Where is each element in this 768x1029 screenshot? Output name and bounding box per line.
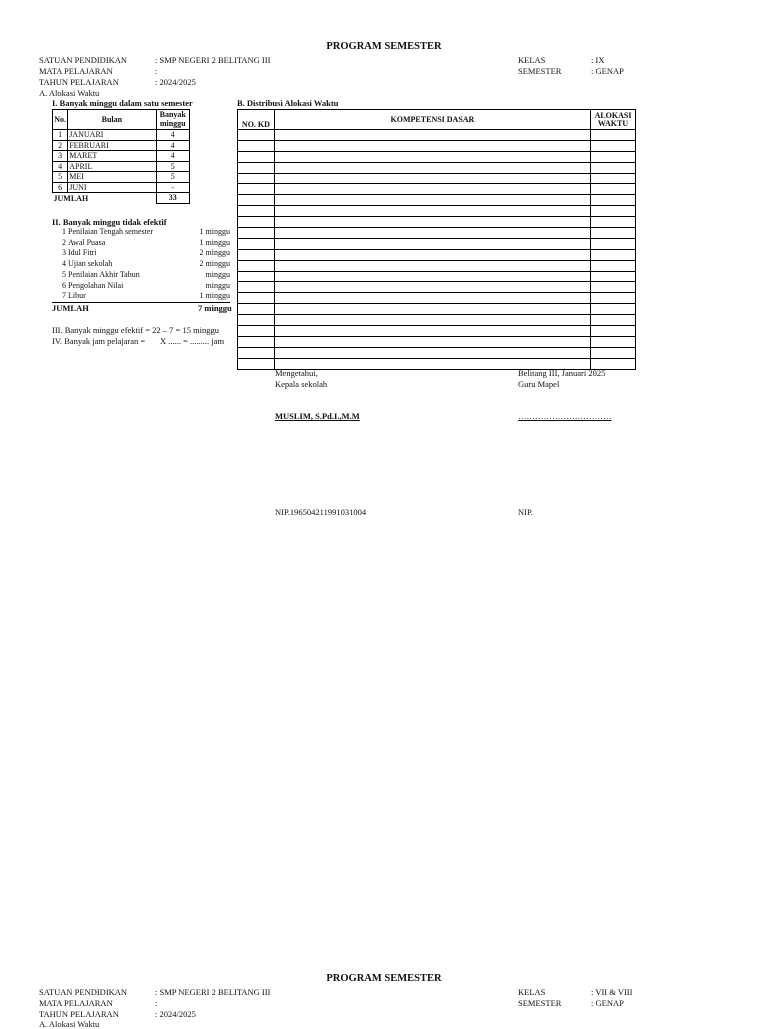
kd-allocation-cell bbox=[591, 151, 636, 162]
month-total-row bbox=[53, 193, 190, 204]
month-name: JANUARI bbox=[68, 130, 156, 141]
page2-label-satuan: SATUAN PENDIDIKAN bbox=[39, 987, 128, 997]
kd-row bbox=[238, 249, 636, 260]
kd-allocation-cell bbox=[591, 315, 636, 326]
page2-value-kelas: : VII & VIII bbox=[591, 987, 633, 997]
kd-competency-cell bbox=[274, 326, 590, 337]
month-name: MEI bbox=[68, 172, 156, 183]
page2-value-satuan: : SMP NEGERI 2 BELITANG III bbox=[155, 987, 271, 997]
header-value-satuan: : SMP NEGERI 2 BELITANG III bbox=[155, 55, 271, 65]
header-value-kelas: : IX bbox=[591, 55, 605, 65]
header-label-semester: SEMESTER bbox=[518, 66, 562, 76]
kd-row bbox=[238, 260, 636, 271]
kd-competency-cell bbox=[274, 315, 590, 326]
month-weeks: 5 bbox=[156, 161, 190, 172]
kd-allocation-cell bbox=[591, 282, 636, 293]
non-effective-item bbox=[62, 270, 230, 281]
kd-row bbox=[238, 293, 636, 304]
kd-row bbox=[238, 347, 636, 358]
non-effective-no: 5 bbox=[62, 269, 66, 279]
page2-label-semester: SEMESTER bbox=[518, 998, 562, 1008]
section-a-heading: A. Alokasi Waktu bbox=[39, 88, 100, 98]
month-no: 3 bbox=[53, 151, 68, 162]
kd-allocation-cell bbox=[591, 260, 636, 271]
sign-right-line2: Guru Mapel bbox=[518, 379, 560, 389]
col-header-bulan: Bulan bbox=[68, 110, 156, 130]
kd-competency-cell bbox=[274, 347, 590, 358]
kd-row bbox=[238, 336, 636, 347]
kd-no-cell bbox=[238, 217, 275, 228]
kd-no-cell bbox=[238, 151, 275, 162]
sign-left-line2: Kepala sekolah bbox=[275, 379, 328, 389]
col-header-banyak-minggu: Banyak minggu bbox=[156, 110, 190, 130]
month-no: 5 bbox=[53, 172, 68, 183]
kd-competency-cell bbox=[274, 140, 590, 151]
non-effective-value: minggu bbox=[205, 269, 230, 279]
header-label-satuan: SATUAN PENDIDIKAN bbox=[39, 55, 128, 65]
non-effective-value: 2 minggu bbox=[199, 259, 230, 269]
kd-no-cell bbox=[238, 271, 275, 282]
page2-value-tahun: : 2024/2025 bbox=[155, 1009, 196, 1019]
kd-competency-cell bbox=[274, 260, 590, 271]
header-label-kelas: KELAS bbox=[518, 55, 546, 65]
non-effective-label: Pengolahan Nilai bbox=[68, 280, 124, 290]
month-row bbox=[53, 151, 190, 162]
page2-label-tahun: TAHUN PELAJARAN bbox=[39, 1009, 119, 1019]
kd-row bbox=[238, 228, 636, 239]
kd-no-cell bbox=[238, 130, 275, 141]
month-row bbox=[53, 182, 190, 193]
kd-row bbox=[238, 151, 636, 162]
kd-no-cell bbox=[238, 260, 275, 271]
non-effective-label: Penilaian Tengah semester bbox=[68, 227, 154, 236]
kd-competency-cell bbox=[274, 151, 590, 162]
non-effective-item bbox=[62, 248, 230, 259]
month-weeks: - bbox=[156, 182, 190, 193]
kd-row bbox=[238, 184, 636, 195]
kd-no-cell bbox=[238, 336, 275, 347]
kd-row bbox=[238, 315, 636, 326]
month-weeks: 4 bbox=[156, 140, 190, 151]
kd-allocation-cell bbox=[591, 304, 636, 315]
kd-no-cell bbox=[238, 358, 275, 369]
kd-no-cell bbox=[238, 162, 275, 173]
page2-value-semester: : GENAP bbox=[591, 998, 624, 1008]
kd-competency-cell bbox=[274, 162, 590, 173]
distribution-table bbox=[237, 109, 636, 370]
section-ii-heading: II. Banyak minggu tidak efektif bbox=[52, 217, 167, 227]
month-row bbox=[53, 161, 190, 172]
page2-section-a-heading: A. Alokasi Waktu bbox=[39, 1019, 100, 1029]
non-effective-item bbox=[62, 259, 230, 270]
header-label-mapel: MATA PELAJARAN bbox=[39, 66, 113, 76]
non-effective-item bbox=[62, 227, 230, 238]
non-effective-item bbox=[62, 291, 230, 302]
month-row bbox=[53, 130, 190, 141]
month-name: FEBRUARI bbox=[68, 140, 156, 151]
kd-competency-cell bbox=[274, 206, 590, 217]
kd-competency-cell bbox=[274, 238, 590, 249]
weeks-per-month-table bbox=[52, 109, 190, 204]
kd-no-cell bbox=[238, 326, 275, 337]
kd-row bbox=[238, 271, 636, 282]
month-name: MARET bbox=[68, 151, 156, 162]
month-weeks: 5 bbox=[156, 172, 190, 183]
kd-no-cell bbox=[238, 195, 275, 206]
kd-row bbox=[238, 217, 636, 228]
kd-competency-cell bbox=[274, 336, 590, 347]
kd-row bbox=[238, 173, 636, 184]
col-header-no-kd: NO. KD bbox=[238, 110, 275, 130]
section-i-heading: I. Banyak minggu dalam satu semester bbox=[52, 98, 193, 108]
non-effective-no: 7 bbox=[62, 291, 66, 301]
kd-no-cell bbox=[238, 238, 275, 249]
kd-allocation-cell bbox=[591, 249, 636, 260]
section-iv-formula: X ...... = ......... jam bbox=[160, 336, 225, 346]
kd-allocation-cell bbox=[591, 184, 636, 195]
kd-competency-cell bbox=[274, 271, 590, 282]
header-value-tahun: : 2024/2025 bbox=[155, 77, 196, 87]
kd-competency-cell bbox=[274, 130, 590, 141]
kd-no-cell bbox=[238, 315, 275, 326]
page-title: PROGRAM SEMESTER bbox=[326, 41, 442, 52]
kd-competency-cell bbox=[274, 304, 590, 315]
header-value-mapel: : bbox=[155, 66, 158, 76]
kd-competency-cell bbox=[274, 184, 590, 195]
non-effective-no: 4 bbox=[62, 259, 66, 269]
kd-no-cell bbox=[238, 140, 275, 151]
kd-competency-cell bbox=[274, 195, 590, 206]
kd-allocation-cell bbox=[591, 217, 636, 228]
non-effective-value: 1 minggu bbox=[199, 237, 230, 247]
non-effective-no: 1 bbox=[62, 227, 66, 236]
kd-allocation-cell bbox=[591, 336, 636, 347]
month-total-label: JUMLAH bbox=[53, 193, 157, 204]
non-effective-item bbox=[62, 238, 230, 249]
teacher-nip: NIP. bbox=[518, 507, 533, 517]
month-no: 4 bbox=[53, 161, 68, 172]
non-effective-value: 1 minggu bbox=[199, 291, 230, 301]
kd-row bbox=[238, 162, 636, 173]
kd-row bbox=[238, 195, 636, 206]
non-effective-total-label: JUMLAH bbox=[52, 303, 89, 313]
non-effective-no: 6 bbox=[62, 280, 66, 290]
non-effective-item bbox=[62, 281, 230, 292]
kd-no-cell bbox=[238, 304, 275, 315]
kd-no-cell bbox=[238, 347, 275, 358]
non-effective-value: 2 minggu bbox=[199, 248, 230, 258]
month-no: 1 bbox=[53, 130, 68, 141]
kd-row bbox=[238, 238, 636, 249]
page2-label-kelas: KELAS bbox=[518, 987, 546, 997]
month-no: 2 bbox=[53, 140, 68, 151]
page2-value-mapel: : bbox=[155, 998, 158, 1008]
non-effective-no: 2 bbox=[62, 237, 66, 247]
section-iii-text: III. Banyak minggu efektif = 22 – 7 = 15 minggu bbox=[52, 325, 220, 335]
col-header-kompetensi-dasar: KOMPETENSI DASAR bbox=[274, 110, 590, 130]
month-name: APRIL bbox=[68, 161, 156, 172]
col-header-alokasi-waktu: ALOKASI WAKTU bbox=[591, 110, 636, 130]
kd-competency-cell bbox=[274, 217, 590, 228]
kd-allocation-cell bbox=[591, 326, 636, 337]
kd-allocation-cell bbox=[591, 271, 636, 282]
kd-competency-cell bbox=[274, 228, 590, 239]
non-effective-no: 3 bbox=[62, 248, 66, 258]
kd-no-cell bbox=[238, 282, 275, 293]
month-row bbox=[53, 140, 190, 151]
non-effective-label: Penilaian Akhir Tahun bbox=[68, 269, 140, 279]
teacher-name-placeholder: …………………………… bbox=[518, 411, 612, 421]
kd-row bbox=[238, 206, 636, 217]
sign-right-line1: Belitang III, Januari 2025 bbox=[518, 368, 606, 378]
month-name: JUNI bbox=[68, 182, 156, 193]
col-header-no: No. bbox=[53, 110, 68, 130]
kd-competency-cell bbox=[274, 293, 590, 304]
kd-competency-cell bbox=[274, 282, 590, 293]
kd-no-cell bbox=[238, 249, 275, 260]
month-weeks: 4 bbox=[156, 130, 190, 141]
page2-title: PROGRAM SEMESTER bbox=[326, 973, 442, 984]
kd-row bbox=[238, 140, 636, 151]
non-effective-label: Ujian sekolah bbox=[68, 259, 113, 269]
kd-competency-cell bbox=[274, 249, 590, 260]
kd-allocation-cell bbox=[591, 238, 636, 249]
kd-no-cell bbox=[238, 184, 275, 195]
kd-no-cell bbox=[238, 206, 275, 217]
month-weeks: 4 bbox=[156, 151, 190, 162]
kd-row bbox=[238, 304, 636, 315]
header-label-tahun: TAHUN PELAJARAN bbox=[39, 77, 119, 87]
kd-allocation-cell bbox=[591, 293, 636, 304]
kd-allocation-cell bbox=[591, 140, 636, 151]
kd-allocation-cell bbox=[591, 206, 636, 217]
kd-allocation-cell bbox=[591, 162, 636, 173]
non-effective-label: Idul Fitri bbox=[68, 248, 97, 258]
kd-allocation-cell bbox=[591, 228, 636, 239]
sign-left-line1: Mengetahui, bbox=[275, 368, 318, 378]
kd-allocation-cell bbox=[591, 347, 636, 358]
non-effective-label: Libur bbox=[68, 291, 86, 301]
non-effective-label: Awal Puasa bbox=[68, 237, 106, 247]
non-effective-value: minggu bbox=[205, 280, 230, 290]
kd-row bbox=[238, 130, 636, 141]
kd-row bbox=[238, 326, 636, 337]
month-total-value: 33 bbox=[156, 193, 190, 204]
section-b-heading: B. Distribusi Alokasi Waktu bbox=[237, 98, 339, 108]
principal-name: MUSLIM, S.Pd.I.,M.M bbox=[275, 411, 360, 421]
month-no: 6 bbox=[53, 182, 68, 193]
header-value-semester: : GENAP bbox=[591, 66, 624, 76]
kd-allocation-cell bbox=[591, 195, 636, 206]
kd-no-cell bbox=[238, 228, 275, 239]
section-iv-text: IV. Banyak jam pelajaran = bbox=[52, 336, 146, 346]
kd-no-cell bbox=[238, 173, 275, 184]
non-effective-value: 1 minggu bbox=[199, 227, 230, 236]
page2-label-mapel: MATA PELAJARAN bbox=[39, 998, 113, 1008]
kd-allocation-cell bbox=[591, 130, 636, 141]
kd-allocation-cell bbox=[591, 173, 636, 184]
kd-competency-cell bbox=[274, 173, 590, 184]
principal-nip: NIP.196504211991031004 bbox=[275, 507, 367, 517]
kd-no-cell bbox=[238, 293, 275, 304]
non-effective-total-value: 7 minggu bbox=[198, 303, 232, 313]
kd-row bbox=[238, 282, 636, 293]
month-row bbox=[53, 172, 190, 183]
